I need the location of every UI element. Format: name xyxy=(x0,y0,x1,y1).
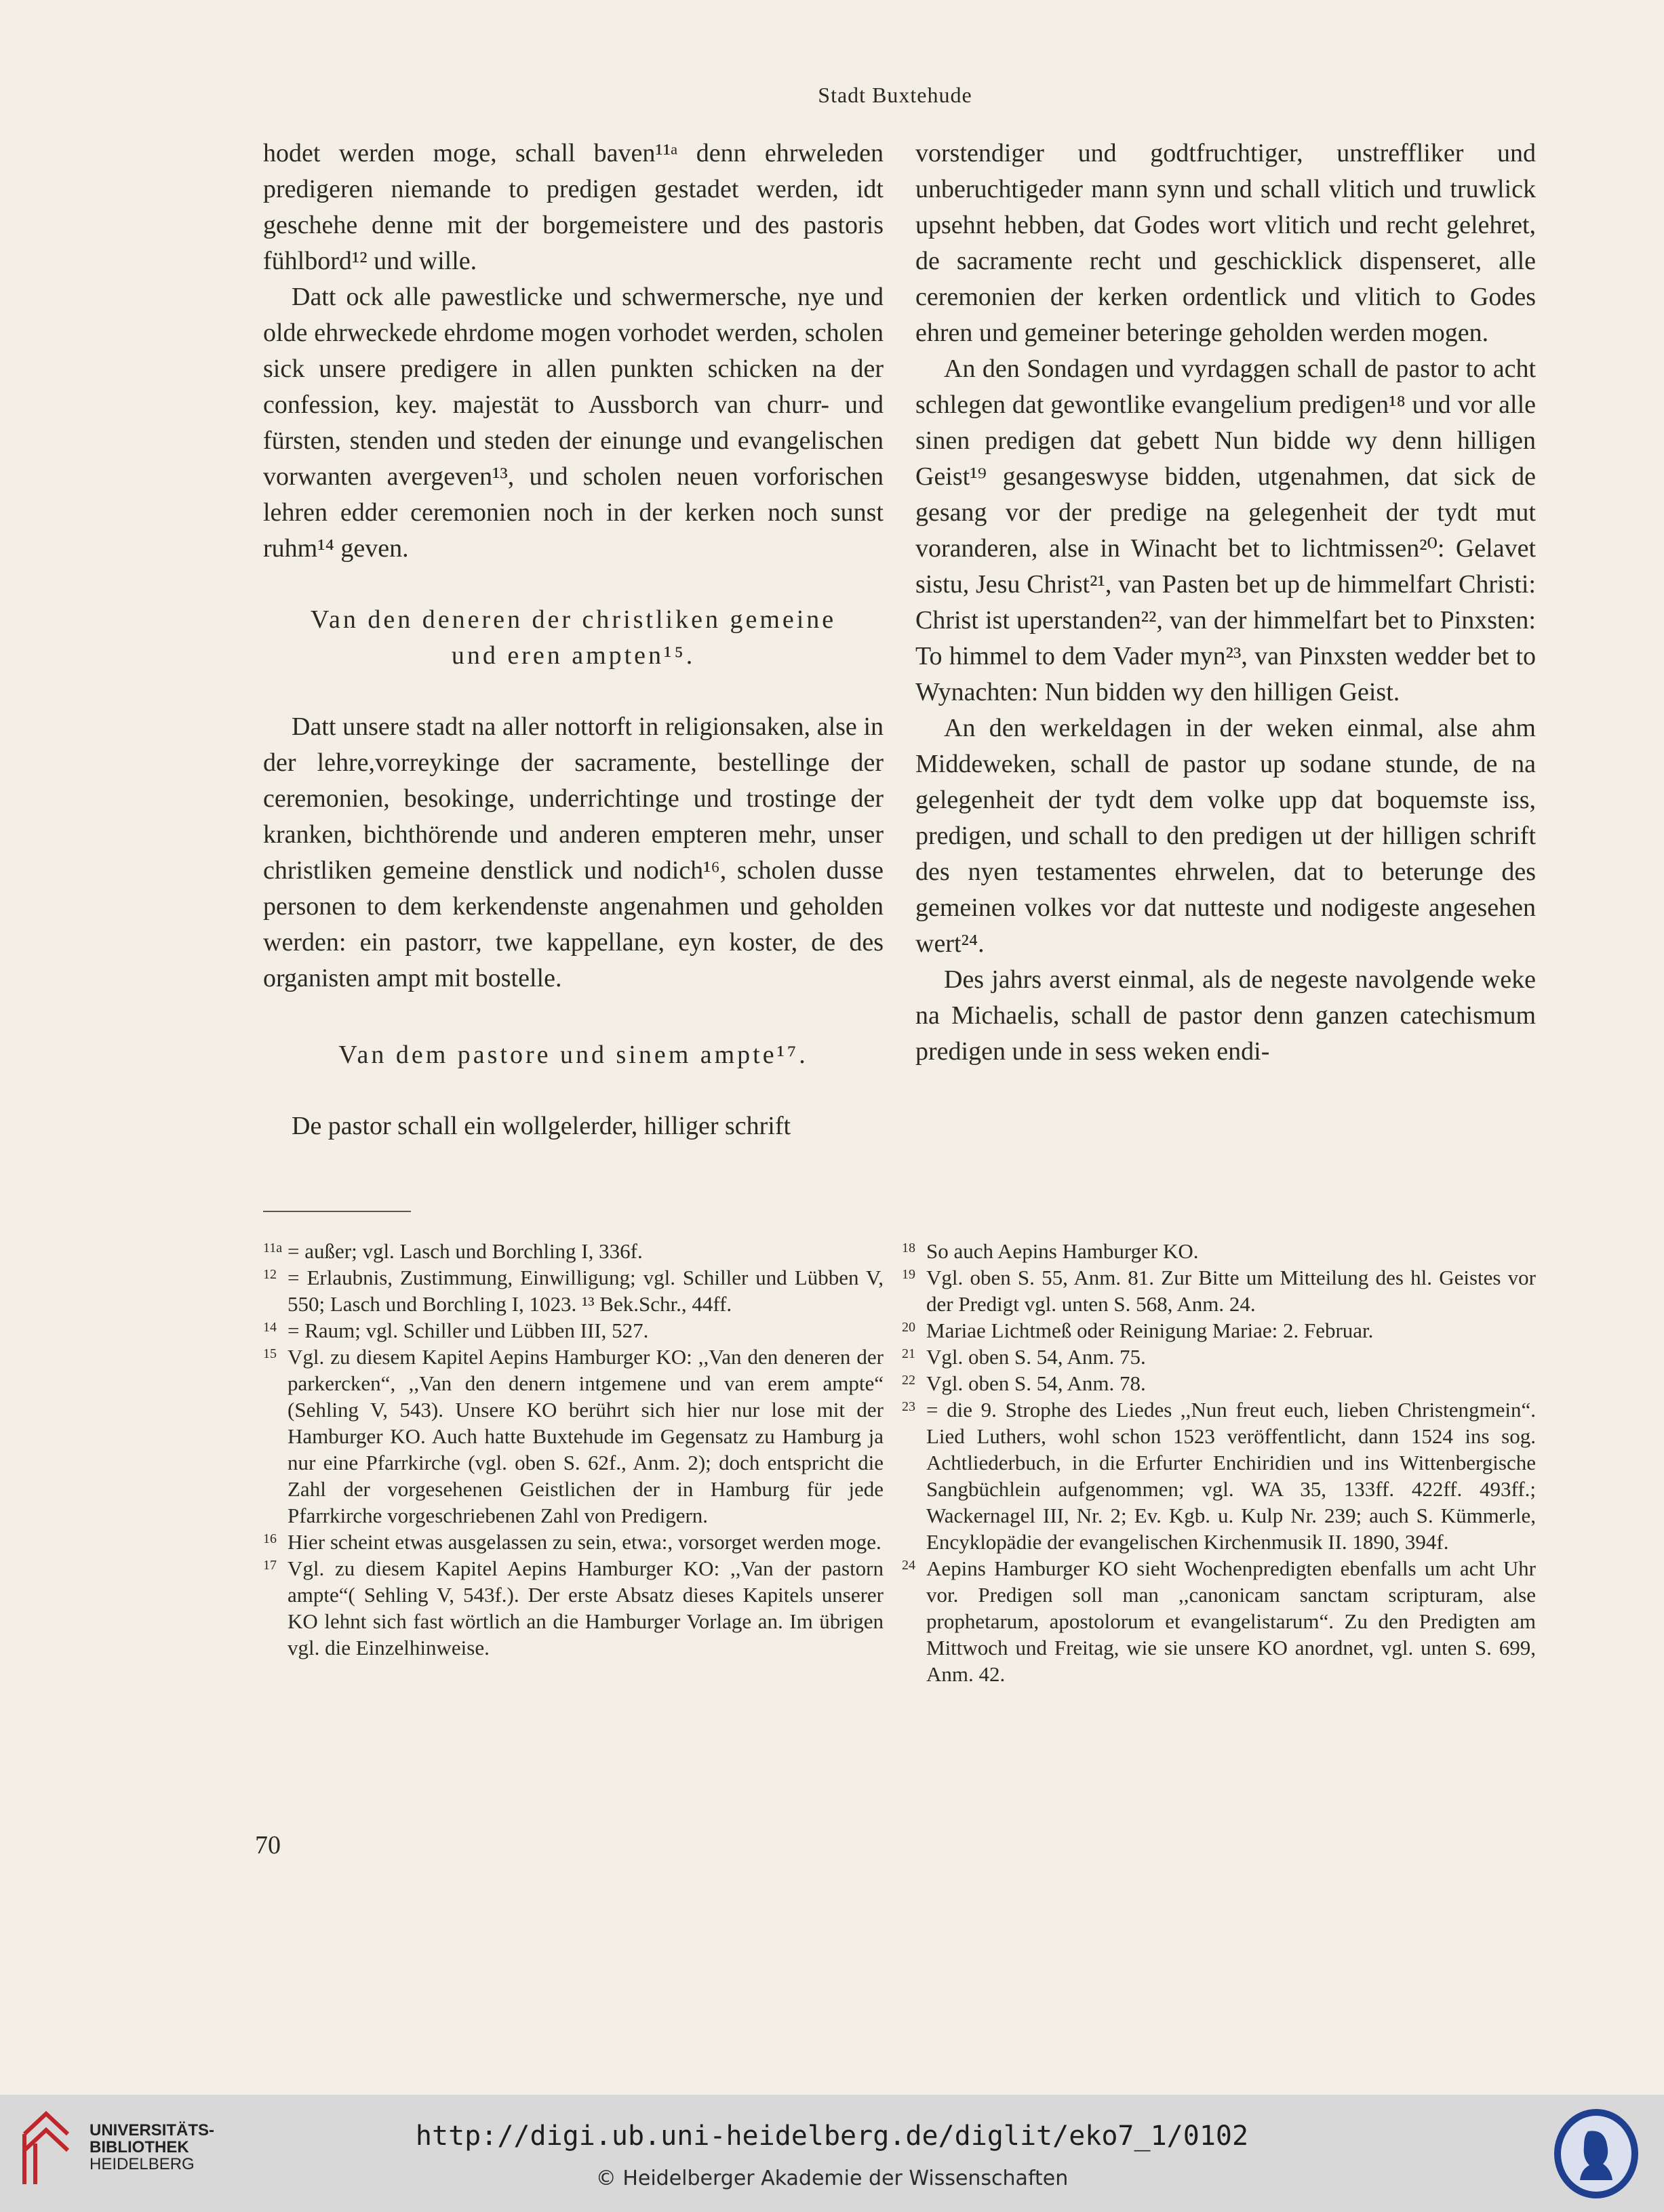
academy-seal-icon xyxy=(1549,2104,1644,2203)
footnote-text: Vgl. oben S. 54, Anm. 78. xyxy=(926,1371,1146,1395)
footnotes-left xyxy=(263,1238,884,1661)
paragraph: vorstendiger und godtfruchtiger, unstreffliker und unberuchtigeder mann synn und schall vlitich und truwlick upsehnt hebben, dat Godes wort vlitich und recht gelehret, de sacramente recht und geschicklick dispenseret, alle ceremonien der kerken ordentlick und vlitich to Godes ehren und gemeiner beteringe geholden werden mogen. xyxy=(915,139,1536,347)
footnote-text: = die 9. Strophe des Liedes ,,Nun freut euch, lieben Christengmein“. Lied Luthers, wohl schon 1523 veröffentlicht, dann 1524 ins sog. Achtliederbuch, in die Erfurter Enchiridien und ins Wittenbergische Sangbüchlein aufgenommen; vgl. WA 35, 133ff. 422ff. 493ff.; Wackernagel III, Nr. 2; Ev. Kgb. u. Kulp Nr. 239; auch S. Kümmerle, Encyklopädie der evangelischen Kirchenmusik II. 1890, 394f. xyxy=(926,1398,1536,1554)
footnote-number: 14 xyxy=(263,1320,277,1335)
footnote xyxy=(263,1529,884,1555)
footnote-number: 21 xyxy=(902,1346,915,1361)
section-heading: Van dem pastore und sinem ampte¹⁷. xyxy=(338,1041,808,1069)
footnote-number: 22 xyxy=(902,1373,915,1388)
paragraph: An den werkeldagen in der weken einmal, alse ahm Middeweken, schall de pastor up sodane stunde, de na gelegenheit der tydt dem volke upp dat boquemste iss, predigen, und schall to den predigen ut der hilligen schrift des nyen testamentes ehrwelen, dat to beterunge des gemeinen volkes vor dat nutteste und nodigeste angesehen wert²⁴. xyxy=(915,714,1536,958)
paragraph: Datt unsere stadt na aller nottorft in religionsaken, alse in der lehre,vorreykinge der sacramente, bestellinge der ceremonien, besokinge, underrichtinge und trostinge der kranken, bichthörende und anderen empteren mehr, unser christliken gemeine denstlick und nodich¹⁶, scholen dusse personen to dem kerkendenste angenahmen und geholden werden: ein pastorr, twe kappellane, eyn koster, de des organisten ampt mit bostelle. xyxy=(263,712,884,992)
heading-line: und eren ampten¹⁵. xyxy=(451,641,696,670)
paragraph: De pastor schall ein wollgelerder, hilliger schrift xyxy=(292,1112,791,1140)
footnote-text: Vgl. zu diesem Kapitel Aepins Hamburger KO: ,,Van der pastorn ampte“( Sehling V, 543f.). Der erste Absatz dieses Kapitels unserer KO lehnt sich fast wörtlich an die Hamburger Vorlage an. Im übrigen vgl. die Einzelhinweise. xyxy=(288,1556,884,1660)
footnote-number: 23 xyxy=(902,1399,915,1414)
running-head: Stadt Buxtehude xyxy=(818,83,972,107)
footnote-text: Mariae Lichtmeß oder Reinigung Mariae: 2. Februar. xyxy=(926,1319,1374,1342)
footnote-text: = Raum; vgl. Schiller und Lübben III, 527. xyxy=(288,1319,649,1342)
footnote-number: 16 xyxy=(263,1531,277,1546)
copyright-notice: © Heidelberger Akademie der Wissenschaften xyxy=(595,2167,1069,2190)
footnote xyxy=(902,1264,1536,1317)
library-footer-bar xyxy=(0,2095,1664,2212)
library-name-line: HEIDELBERG xyxy=(90,2155,195,2173)
footnote xyxy=(263,1264,884,1317)
footnote xyxy=(902,1317,1536,1344)
footnote-text: Hier scheint etwas ausgelassen zu sein, etwa:, vorsorget werden moge. xyxy=(288,1530,881,1554)
footnote-number: 20 xyxy=(902,1320,915,1335)
paragraph: Des jahrs averst einmal, als de negeste navolgende weke na Michaelis, schall de pastor denn ganzen catechismum predigen unde in sess weken endi- xyxy=(915,965,1536,1066)
footnote xyxy=(263,1238,884,1264)
footnote-text: Vgl. oben S. 55, Anm. 81. Zur Bitte um Mitteilung des hl. Geistes vor der Predigt vgl. unten S. 568, Anm. 24. xyxy=(926,1266,1536,1316)
footnote-text: Aepins Hamburger KO sieht Wochenpredigten ebenfalls um acht Uhr vor. Predigen soll man ,,canonicam sanctam scripturam, alse prophetarum, apostolorum et evangelistarum“. Zu den Predigten am Mittwoch und Freitag, wie sie unsere KO anordnet, vgl. unten S. 699, Anm. 42. xyxy=(926,1556,1536,1686)
section-heading xyxy=(263,602,884,674)
footnote xyxy=(263,1317,884,1344)
footnote-text: Vgl. oben S. 54, Anm. 75. xyxy=(926,1345,1146,1369)
footnote xyxy=(902,1396,1536,1555)
footnote-number: 12 xyxy=(263,1267,277,1282)
library-name-line: BIBLIOTHEK xyxy=(90,2138,189,2156)
footnote xyxy=(902,1238,1536,1264)
footnote xyxy=(902,1555,1536,1687)
footnote xyxy=(902,1344,1536,1370)
footnote-text: = Erlaubnis, Zustimmung, Einwilligung; vgl. Schiller und Lübben V, 550; Lasch und Borchling I, 1023. ¹³ Bek.Schr., 44ff. xyxy=(288,1266,884,1316)
footnote-text: So auch Aepins Hamburger KO. xyxy=(926,1239,1199,1263)
footnote xyxy=(263,1344,884,1529)
footnotes-right xyxy=(902,1238,1536,1687)
left-text-column xyxy=(263,136,884,1144)
footnote-number: 11a xyxy=(263,1241,283,1255)
footnote-number: 19 xyxy=(902,1267,915,1282)
paragraph: An den Sondagen und vyrdaggen schall de pastor to acht schlegen dat gewontlike evangelium predigen¹⁸ und vor alle sinen predigen dat gebett Nun bidde wy denn hilligen Geist¹⁹ gesangeswyse bidden, utgenahmen, dat sick de gesang vor der predige na gelegenheit der tydt mut voranderen, alse in Winacht bet to lichtmissen²⁰: Gelavet sistu, Jesu Christ²¹, van Pasten bet up de himmelfart Christi: Christ ist uperstanden²², van der himmelfart bet to Pinxsten: To himmel to dem Vader myn²³, van Pinxsten wedder bet to Wynachten: Nun bidden wy den hilligen Geist. xyxy=(915,355,1536,706)
footnote-number: 17 xyxy=(263,1558,277,1573)
heading-line: Van den deneren der christliken gemeine xyxy=(310,605,837,634)
footnote-separator xyxy=(263,1211,411,1212)
footnote-number: 18 xyxy=(902,1241,915,1255)
footnote-number: 15 xyxy=(263,1346,277,1361)
footnote-number: 24 xyxy=(902,1558,915,1573)
library-name-line: UNIVERSITÄTS- xyxy=(90,2121,215,2139)
page-number: 70 xyxy=(255,1831,281,1859)
footnote xyxy=(902,1370,1536,1396)
paragraph: Datt ock alle pawestlicke und schwermersche, nye und olde ehrweckede ehrdome mogen vorhodet werden, scholen sick unsere predigere in allen punkten schicken na der confession, key. majestät to Aussborch van churr- und fürsten, stenden und steden der einunge und evangelischen vorwanten avergeven¹³, und scholen neuen vorforischen lehren edder ceremonien noch in der kerken noch sunst ruhm¹⁴ geven. xyxy=(263,283,884,563)
paragraph: hodet werden moge, schall baven¹¹ᵃ denn ehrweleden predigeren niemande to predigen gestadet werden, idt geschehe denne mit der borgemeistere und des pastoris fühlbord¹² und wille. xyxy=(263,139,884,275)
right-text-column xyxy=(915,136,1536,1070)
footnote xyxy=(263,1555,884,1661)
footnote-text: = außer; vgl. Lasch und Borchling I, 336f. xyxy=(288,1239,643,1263)
permalink-url[interactable]: http://digi.ub.uni-heidelberg.de/diglit/eko7_1/0102 xyxy=(415,2120,1249,2152)
footnote-text: Vgl. zu diesem Kapitel Aepins Hamburger KO: ,,Van den deneren der parkercken“, ,,Van den denern intgemene und van erem ampte“ (Sehling V, 543). Unsere KO berührt sich hier nur lose mit der Hamburger KO. Auch hatte Buxtehude im Gegensatz zu Hamburg ja nur eine Pfarrkirche (vgl. oben S. 62f., Anm. 2); doch entspricht die Zahl der vorgesehenen Geistlichen der in Hamburg für jede Pfarrkirche vorgeschriebenen Zahl von Predigern. xyxy=(288,1345,884,1527)
